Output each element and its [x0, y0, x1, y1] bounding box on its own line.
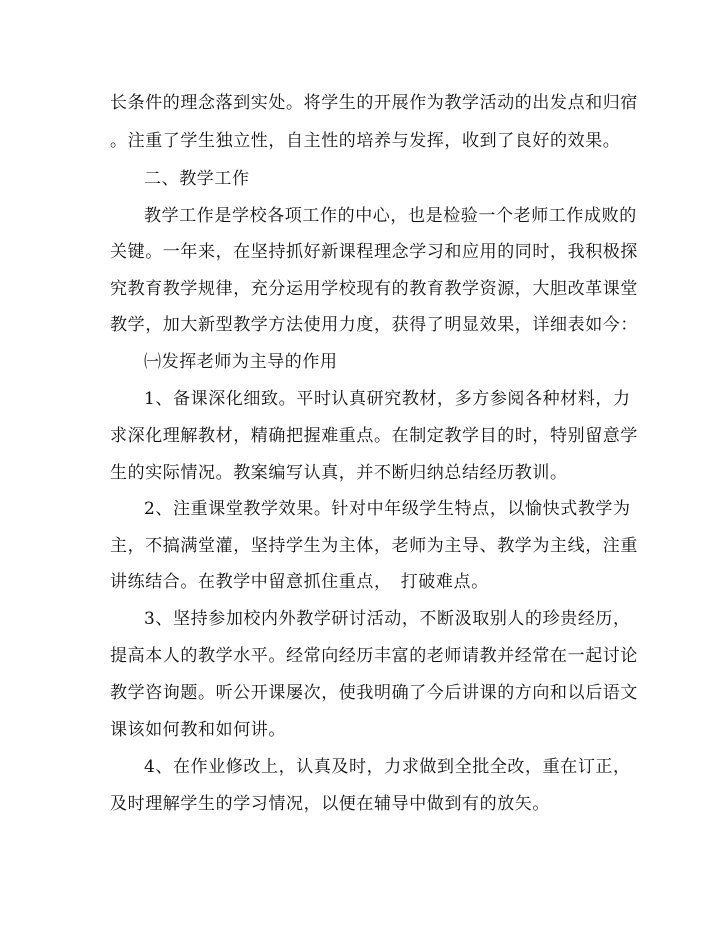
text-line: 。注重了学生独立性，自主性的培养与发挥，收到了良好的效果。: [110, 131, 621, 151]
text-line: 教学，加大新型教学方法使用力度，获得了明显效果，详细表如今：: [110, 315, 638, 335]
text-line: 讲练结合。在教学中留意抓住重点， 打破难点。: [110, 572, 489, 592]
subsection-heading: ㈠发挥老师为主导的作用: [144, 352, 338, 372]
text-line: 关键。一年来，在坚持抓好新课程理念学习和应用的同时，我积极探: [110, 242, 638, 262]
text-line: 究教育教学规律，充分运用学校现有的教育教学资源，大胆改革课堂: [110, 279, 638, 299]
text-line: 3、坚持参加校内外教学研讨活动，不断汲取别人的珍贵经历，: [144, 609, 631, 629]
text-line: 教学咨询题。听公开课屡次，使我明确了今后讲课的方向和以后语文: [110, 683, 638, 703]
text-line: 主，不搞满堂灌，坚持学生为主体，老师为主导、教学为主线，注重: [110, 536, 638, 556]
text-line: 生的实际情况。教案编写认真，并不断归纳总结经历教训。: [110, 463, 568, 483]
text-line: 求深化理解教材，精确把握难重点。在制定教学目的时，特别留意学: [110, 426, 638, 446]
text-line: 教学工作是学校各项工作的中心，也是检验一个老师工作成败的: [144, 206, 637, 226]
text-line: 2、注重课堂教学效果。针对中年级学生特点，以愉快式教学为: [144, 499, 631, 519]
text-line: 1、备课深化细致。平时认真研究教材，多方参阅各种材料，力: [144, 389, 631, 409]
text-line: 4、在作业修改上，认真及时，力求做到全批全改，重在订正，: [144, 757, 631, 777]
text-line: 及时理解学生的学习情况，以便在辅导中做到有的放矢。: [110, 794, 550, 814]
text-line: 课该如何教和如何讲。: [110, 720, 286, 740]
section-heading: 二、教学工作: [144, 169, 250, 189]
text-line: 长条件的理念落到实处。将学生的开展作为教学活动的出发点和归宿: [110, 93, 638, 113]
text-line: 提高本人的教学水平。经常向经历丰富的老师请教并经常在一起讨论: [110, 646, 638, 666]
